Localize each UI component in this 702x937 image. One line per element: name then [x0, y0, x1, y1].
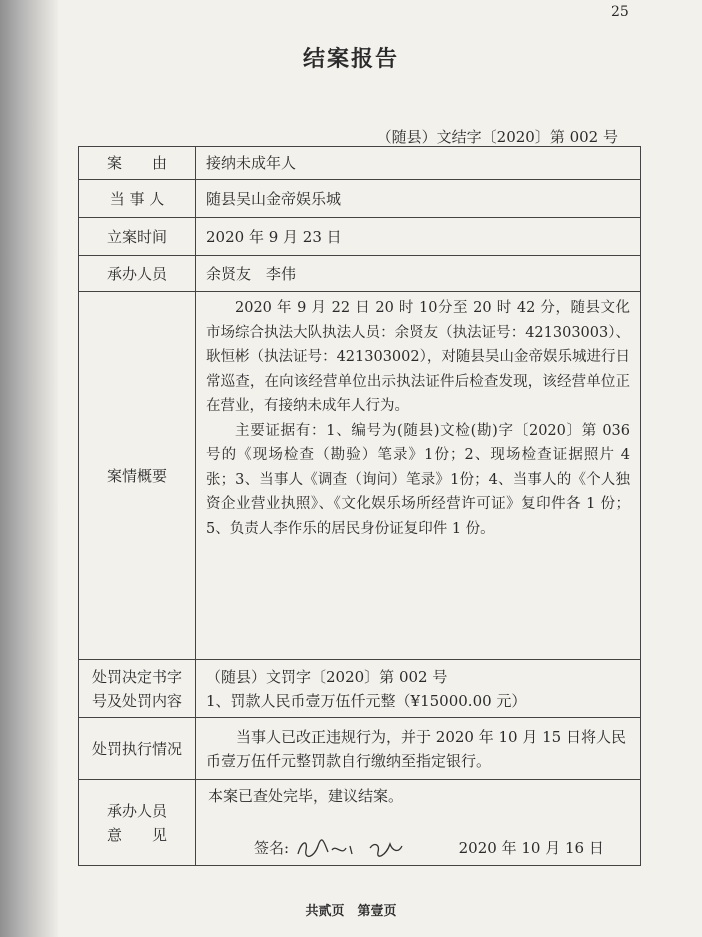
penalty-label-line-2: 号及处罚内容: [91, 691, 182, 710]
signature-date: 2020 年 10 月 16 日: [458, 839, 604, 857]
summary-value: [196, 292, 641, 660]
row-penalty: [79, 660, 641, 718]
filing-date-value: 2020 年 9 月 23 日: [196, 218, 641, 256]
opinion-label-line-1: 承办人员: [106, 801, 167, 820]
party-label: 当 事 人: [79, 180, 196, 218]
page-number: 25: [611, 4, 629, 20]
row-opinion: [79, 780, 641, 866]
row-party: [79, 180, 641, 218]
row-handlers: [79, 256, 641, 292]
row-summary: [79, 292, 641, 660]
page-title: 结案报告: [302, 47, 399, 72]
execution-value: 当事人已改正违规行为，并于 2020 年 10 月 15 日将人民币壹万伍仟元整罚款自行缴纳至指定银行。: [196, 718, 641, 780]
opinion-label-line-2: 意 见: [106, 825, 167, 844]
signature-label: 签名:: [254, 839, 290, 857]
summary-paragraph-1: 2020 年 9 月 22 日 20 时 10分至 20 时 42 分，随县文化市场综合执法大队执法人员：余贤友（执法证号：421303003）、耿恒彬（执法证号：421303002），对随县吴山金帝娱乐城进行日常巡查，在向该经营单位出示执法证件后检查发现，该经营单位正在营业，有接纳未成年人行为。: [206, 300, 630, 414]
row-execution: [79, 718, 641, 780]
penalty-label-line-1: 处罚决定书字: [91, 667, 182, 686]
book-binding-shadow: [0, 0, 58, 937]
summary-paragraph-2: 主要证据有：1、编号为(随县)文检(勘)字〔2020〕第 036 号的《现场检查（勘验）笔录》1份；2、现场检查证据照片 4 张；3、当事人《调查（询问）笔录》1份；4、当事人的《个人独资企业营业执照》、《文化娱乐场所经营许可证》复印件各 1 份；5、负责人李作乐的居民身份证复印件 1 份。: [206, 422, 630, 537]
party-value: 随县吴山金帝娱乐城: [196, 180, 641, 218]
case-cause-value: 接纳未成年人: [196, 147, 641, 180]
penalty-value: [196, 660, 641, 718]
case-cause-label: 案 由: [79, 147, 196, 180]
row-case-cause: [79, 147, 641, 180]
handlers-label: 承办人员: [79, 256, 196, 292]
page-count-footer: 共贰页 第壹页: [305, 904, 397, 919]
opinion-value: [196, 780, 641, 866]
document-number: （随县）文结字〔2020〕第 002 号: [376, 128, 618, 146]
filing-date-label: 立案时间: [79, 218, 196, 256]
opinion-text: 本案已查处完毕，建议结案。: [208, 787, 404, 805]
handwritten-signatures: [294, 836, 414, 862]
penalty-content: 1、罚款人民币壹万伍仟元整（¥15000.00 元）: [206, 691, 527, 710]
row-filing-date: [79, 218, 641, 256]
signature-row: [254, 836, 604, 862]
execution-label: 处罚执行情况: [79, 718, 196, 780]
case-closing-table: [78, 146, 641, 866]
handlers-value: 余贤友 李伟: [196, 256, 641, 292]
penalty-decision-number: （随县）文罚字〔2020〕第 002 号: [206, 667, 448, 686]
opinion-label: [79, 780, 196, 866]
summary-label: 案情概要: [79, 292, 196, 660]
penalty-label: [79, 660, 196, 718]
